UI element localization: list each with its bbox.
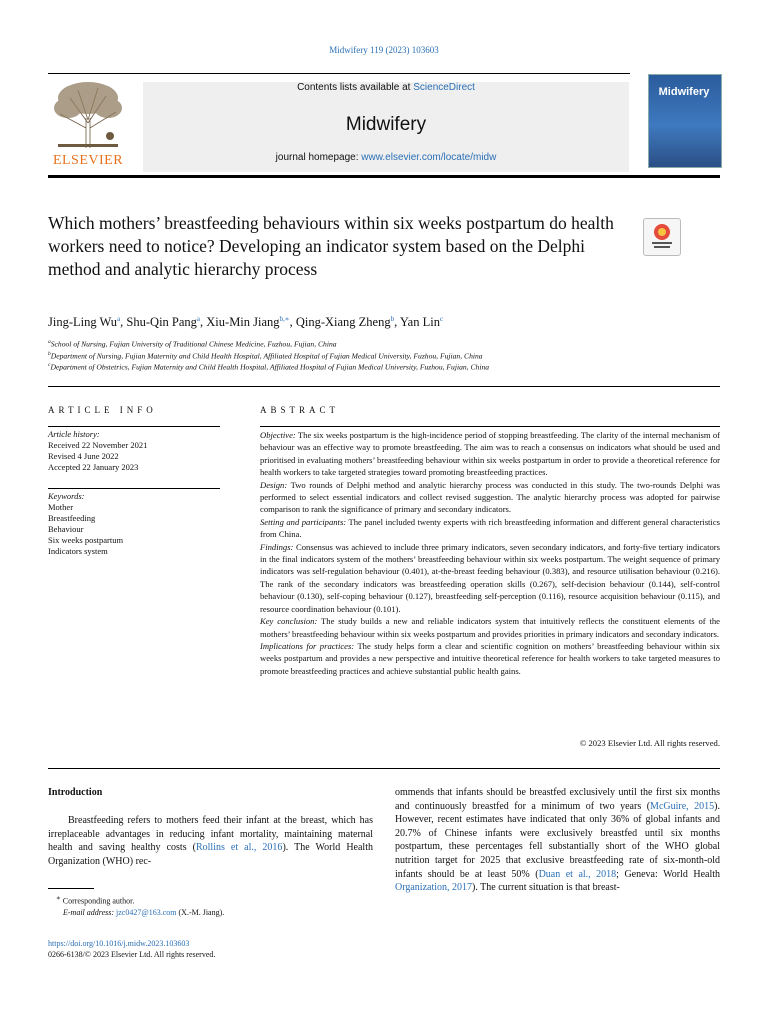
history-list	[48, 440, 147, 473]
cover-title: Midwifery	[658, 86, 710, 98]
header-thick-rule	[48, 175, 720, 178]
intro-left-text: Breastfeeding refers to mothers feed their infant at the breast, which has irreplaceable advantages in reducing infant mortality, maintaining maternal health and saving healthy costs (	[48, 815, 373, 854]
corresponding-author-note: Corresponding author.	[62, 896, 135, 906]
author-name[interactable]: Shu-Qin Pang	[126, 315, 197, 330]
history-entry: Accepted 22 January 2023	[48, 462, 139, 472]
affiliation-text: Department of Nursing, Fujian Maternity and Child Health Hospital, Affiliated Hospital of Fujian Medical University, Fuzhou, Fujian, China	[50, 351, 483, 361]
abstract-section	[260, 640, 720, 677]
abstract-section-text: Consensus was achieved to include three primary indicators, seven secondary indicators, and forty-five tertiary indicators in the final indicators system of the mothers’ breastfeeding behaviour within six weeks postpartum. The weight sequence of primary indicators was self-regulation behaviour (0.401), at-the-breast feeding behaviour (0.383), and resource utilisation behaviour (0.216). The rank of the secondary indicators was breastfeeding operation skills (0.267), self-decision behaviour (0.144), self-control behaviour (0.130), self-coping behaviour (0.127), breastfeeding self-perception (0.116), resource acquisition behaviour (0.115), and resource coordination behaviour (0.101).	[260, 541, 720, 614]
keywords-label: Keywords:	[48, 491, 85, 501]
check-for-updates-button[interactable]	[643, 218, 681, 256]
abstract-section-text: The study builds a new and reliable indicators system that intuitively reflects the constituent elements of the mothers’ breastfeeding behaviour within six weeks postpartum and provides priorities in primary indicators and secondary indicators.	[260, 616, 720, 639]
author-separator: ,	[394, 315, 400, 330]
abstract-section-text: The panel included twenty experts with rich breastfeeding information and different general characteristics from China.	[260, 516, 720, 540]
affiliation-line	[48, 351, 728, 361]
article-info-rule	[48, 426, 220, 427]
homepage-prefix: journal homepage:	[275, 152, 362, 163]
history-entry: Revised 4 June 2022	[48, 451, 119, 461]
intro-left-text: ). The World Health Organization (WHO) rec-	[48, 842, 373, 867]
affiliation-key: b	[48, 351, 51, 357]
abstract-body	[260, 429, 720, 677]
keywords-rule	[48, 488, 220, 489]
keyword[interactable]: Six weeks postpartum	[48, 535, 124, 545]
intro-right-text: ). The current situation is that breast-	[472, 882, 620, 894]
intro-right-text: ommends that infants should be breastfed exclusively until the first six months and continuously breastfed for a minimum of two years (	[395, 787, 720, 812]
affiliation-text: Department of Obstetrics, Fujian Maternity and Child Health Hospital, Affiliated Hospital of Fujian Medical University, Fuzhou, Fujian, China	[50, 362, 490, 372]
abstract-section-label: Implications for practices:	[260, 640, 355, 651]
check-updates-icon	[644, 219, 680, 255]
citation-link[interactable]: Organization, 2017	[395, 882, 473, 894]
citation-link[interactable]: Rollins et al., 2016	[195, 842, 283, 854]
journal-reference-link[interactable]: Midwifery 119 (2023) 103603	[329, 45, 439, 55]
abstract-section	[260, 541, 720, 615]
abstract-section	[260, 615, 720, 640]
keyword[interactable]: Indicators system	[48, 546, 108, 556]
contents-prefix: Contents lists available at	[297, 82, 414, 93]
article-info-heading: ARTICLE INFO	[48, 405, 157, 415]
email-suffix: (X.-M. Jiang).	[176, 907, 225, 917]
body-rule	[48, 768, 720, 769]
author-name[interactable]: Jing-Ling Wu	[48, 315, 118, 330]
abstract-section	[260, 516, 720, 541]
author-list	[48, 315, 728, 330]
abstract-section-text: The six weeks postpartum is the high-incidence period of stopping breastfeeding. The clarity of the internal mechanism of behaviour was an effective way to promote breastfeeding. The aim was to reach a consensus on indicators what should be used and prioritised in evaluating mothers’ breastfeeding behaviour within six weeks postpartum in order to provide a theoretical reference for health workers to take targeted strategies toward promoting breastfeeding practices.	[260, 430, 720, 478]
citation-link[interactable]: McGuire, 2015	[650, 800, 715, 812]
journal-homepage-link[interactable]: www.elsevier.com/locate/midw	[361, 152, 497, 163]
intro-left-column	[48, 814, 373, 868]
abstract-section	[260, 429, 720, 479]
section-rule	[48, 386, 720, 387]
author-affiliation-marker[interactable]: c	[439, 315, 444, 323]
journal-name: Midwifery	[345, 114, 427, 135]
author-separator: ,	[120, 315, 127, 330]
author-name[interactable]: Qing-Xiang Zheng	[295, 315, 391, 330]
affiliation-line	[48, 362, 728, 372]
header-top-rule	[48, 73, 630, 74]
abstract-section-text: The study helps form a clear and scientific cognition on mothers’ breastfeeding behaviour within six weeks postpartum and provides a new perspective and intuitive theoretical reference for health workers to take targeted measures to promote breastfeeding practices and achieve substantial public health gains.	[260, 640, 720, 676]
author-separator: ,	[289, 315, 296, 330]
contents-line	[143, 82, 629, 93]
abstract-section-label: Design:	[260, 479, 288, 490]
intro-right-text: ). However, recent estimates have indicated that only 36% of global infants and 20.7% of Chinese infants were exclusively breastfed until six months postpartum, these percentages fell substantially short of the WHO global nutrition target for 2025 that exclusive breastfeeding rate of six-month-old infants should be at least 50% (	[395, 800, 720, 880]
affiliation-key: c	[48, 362, 51, 368]
author-affiliation-marker[interactable]: a	[196, 315, 201, 323]
email-link[interactable]: jzc0427@163.com	[116, 907, 177, 917]
abstract-section-label: Setting and participants:	[260, 516, 347, 527]
elsevier-wordmark: ELSEVIER	[52, 153, 124, 168]
history-entry: Received 22 November 2021	[48, 440, 148, 450]
abstract-section-label: Findings:	[260, 541, 294, 552]
author-affiliation-marker[interactable]: b,∗	[279, 315, 290, 323]
footnote-rule	[48, 888, 94, 889]
abstract-section-label: Key conclusion:	[260, 616, 318, 627]
abstract-copyright: © 2023 Elsevier Ltd. All rights reserved.	[579, 738, 720, 748]
intro-right-text: ; Geneva: World Health	[616, 868, 720, 880]
abstract-section-text: Two rounds of Delphi method and analytic hierarchy process was conducted in this study. The two-rounds Delphi was performed to select essential indicators and collect revised suggestion. The analytic hierarchy process was adopted for pairwise comparison to rank the significance of primary and secondary indicators.	[260, 479, 720, 515]
intro-right-column	[395, 786, 720, 895]
abstract-section	[260, 479, 720, 516]
affiliation-text: School of Nursing, Fujian University of Traditional Chinese Medicine, Fuzhou, Fujian, China	[50, 339, 337, 349]
doi-block	[48, 938, 215, 960]
abstract-heading: ABSTRACT	[260, 405, 340, 415]
keyword[interactable]: Mother	[48, 502, 74, 512]
issn-copyright: 0266-6138/© 2023 Elsevier Ltd. All rights reserved.	[48, 950, 216, 959]
keyword[interactable]: Behaviour	[48, 524, 84, 534]
footnote-marker: ∗	[56, 894, 61, 902]
abstract-section-label: Objective:	[260, 430, 296, 440]
article-title: Which mothers’ breastfeeding behaviours within six weeks postpartum do health workers need to notice? Developing an indicator system based on the Delphi method and analytic hierarchy process	[48, 213, 614, 279]
affiliation-key: a	[48, 339, 51, 345]
author-name[interactable]: Yan Lin	[399, 315, 440, 330]
keyword-list	[48, 502, 123, 557]
introduction-heading: Introduction	[48, 787, 103, 798]
author-affiliation-marker[interactable]: a	[117, 315, 121, 323]
history-label: Article history:	[48, 429, 100, 439]
homepage-line	[143, 152, 629, 163]
author-separator: ,	[200, 315, 207, 330]
affiliation-line	[48, 339, 728, 349]
email-label: E-mail address:	[63, 907, 115, 917]
keyword[interactable]: Breastfeeding	[48, 513, 96, 523]
citation-link[interactable]: Duan et al., 2018	[538, 868, 617, 880]
sciencedirect-link[interactable]: ScienceDirect	[413, 82, 475, 93]
author-name[interactable]: Xiu-Min Jiang	[206, 315, 280, 330]
abstract-rule	[260, 426, 720, 427]
footnotes	[56, 893, 376, 918]
author-affiliation-marker[interactable]: b	[390, 315, 395, 323]
doi-link[interactable]: https://doi.org/10.1016/j.midw.2023.103603	[48, 939, 190, 948]
